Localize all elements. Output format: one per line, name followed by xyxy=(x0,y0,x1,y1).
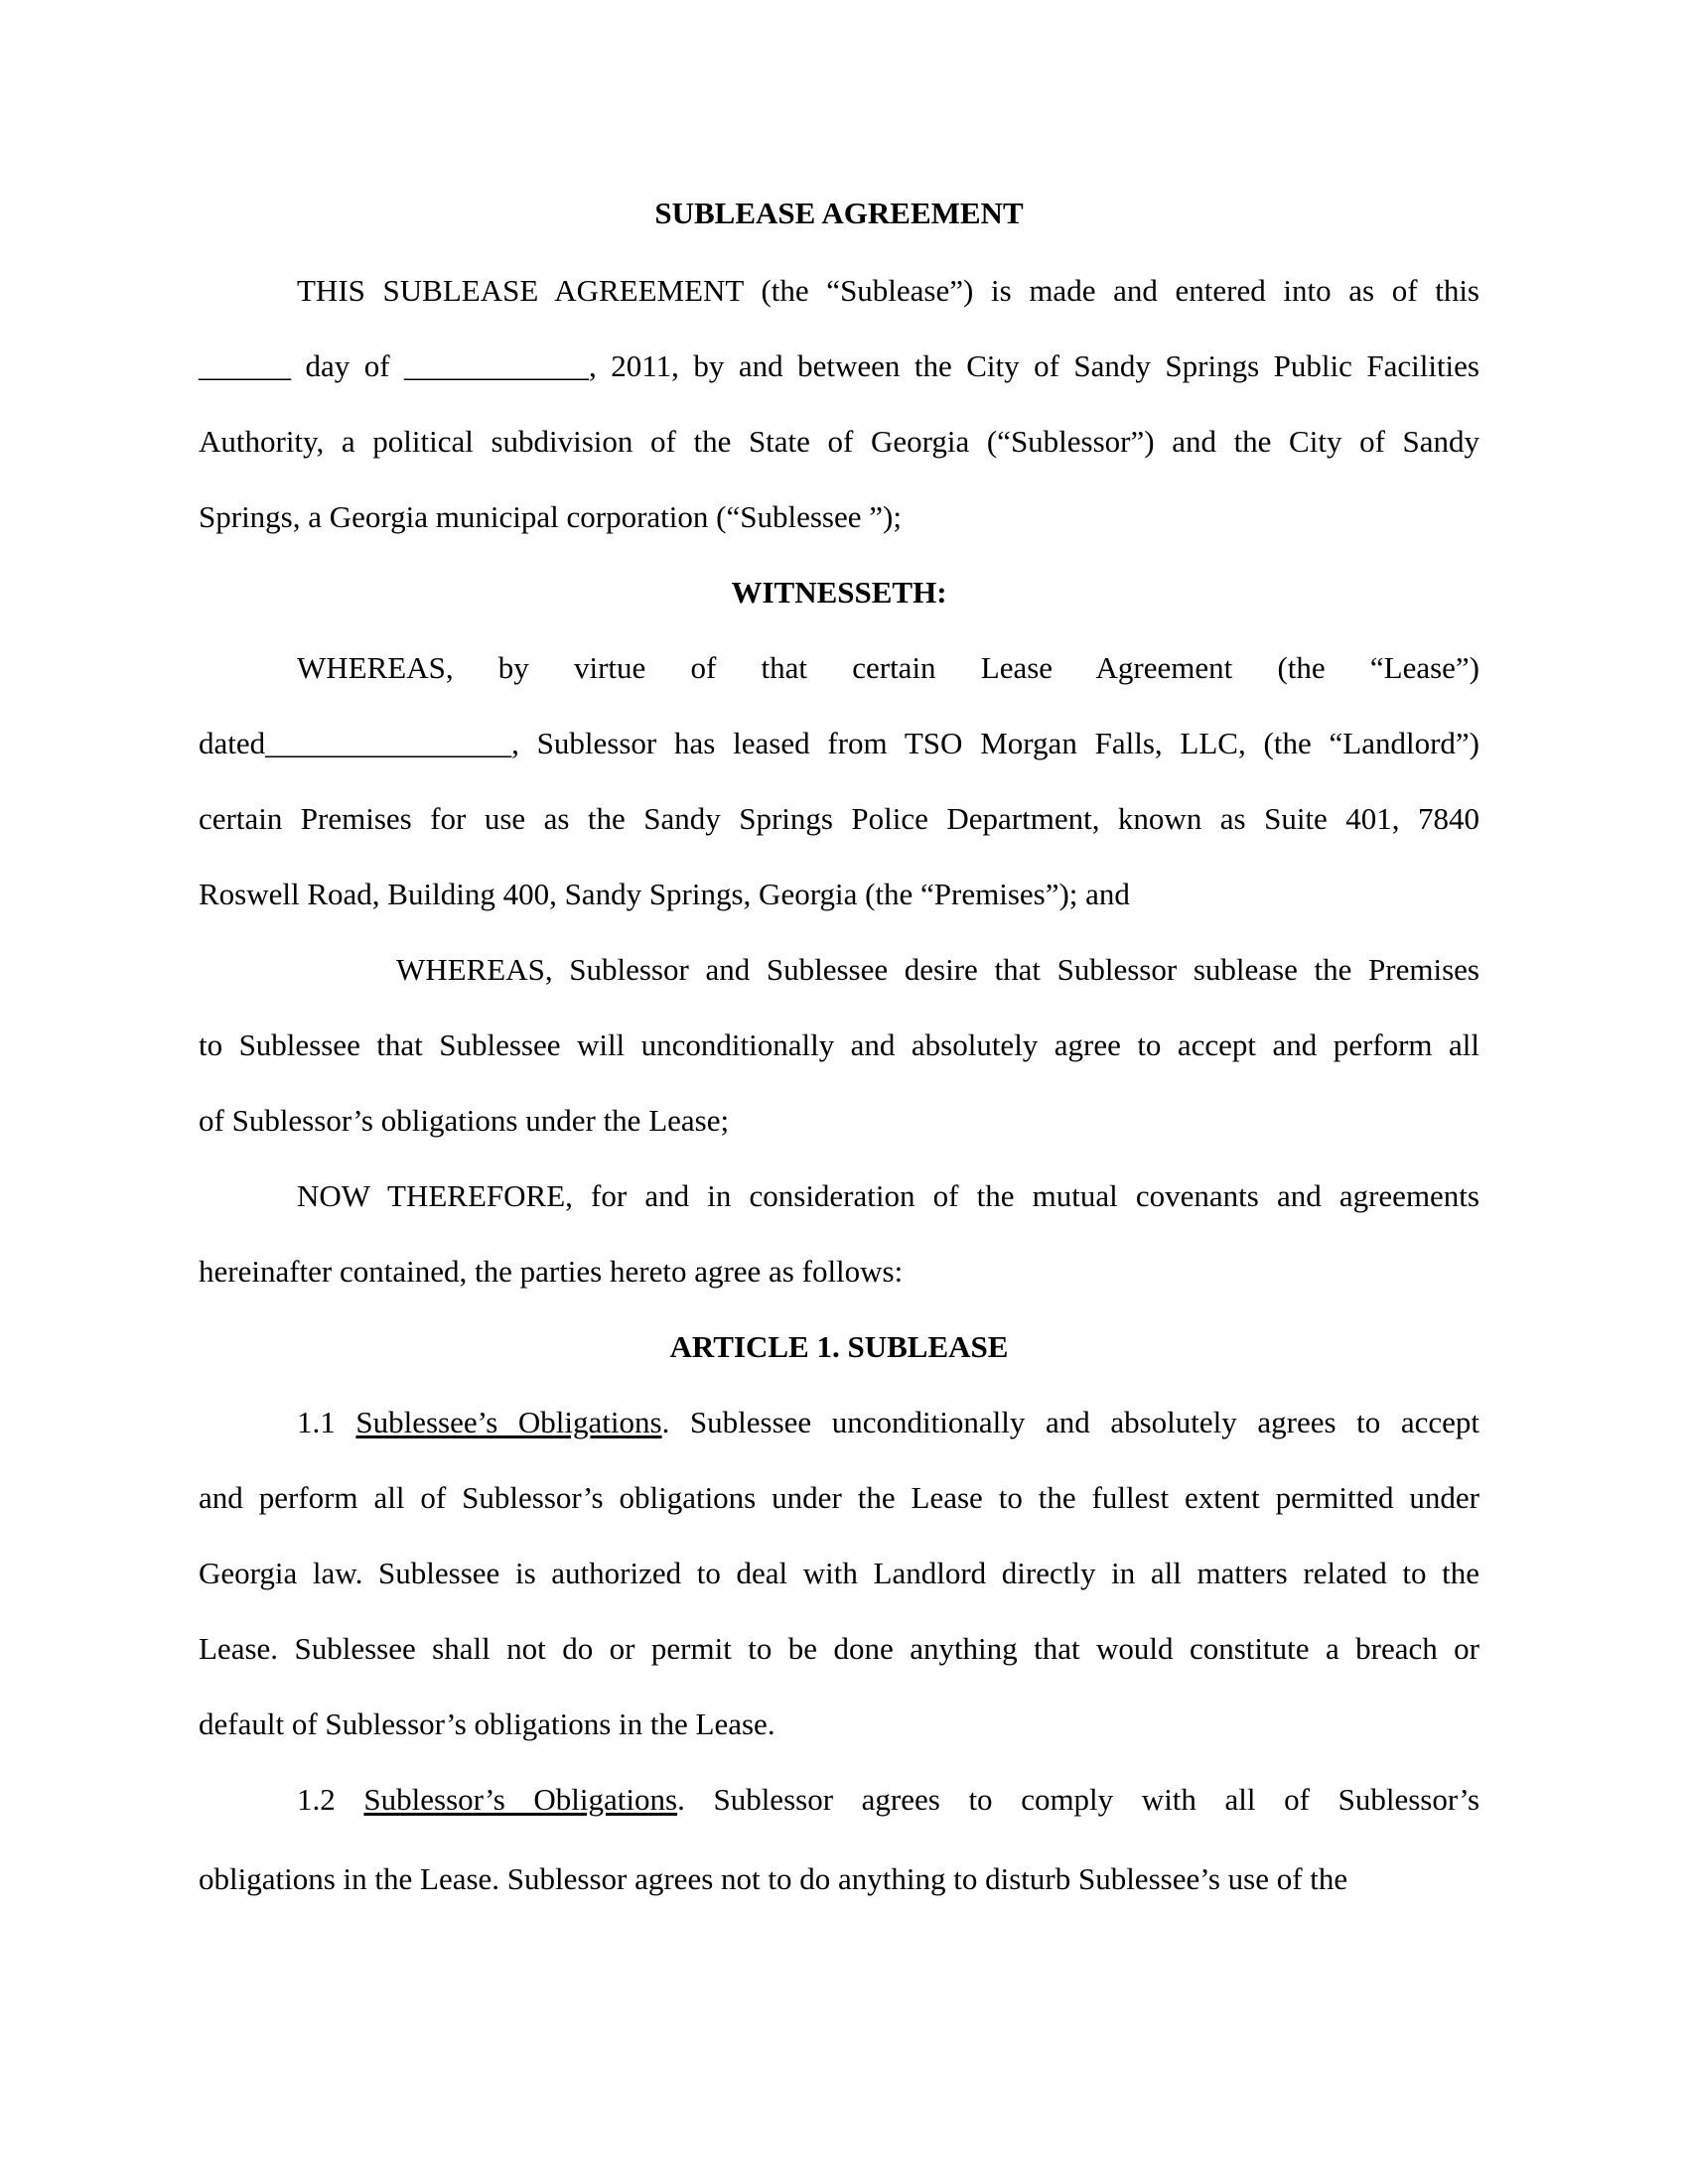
section-1-1-line-4: Lease. Sublessee shall not do or permit to be done anything that would constitute a breach or xyxy=(199,1631,1479,1666)
whereas2-line-1: WHEREAS, Sublessor and Sublessee desire that Sublessor sublease the Premises xyxy=(396,952,1479,987)
document-title: SUBLEASE AGREEMENT xyxy=(654,196,1024,230)
whereas1-line-3: certain Premises for use as the Sandy Springs Police Department, known as Suite 401, 7840 xyxy=(199,801,1479,836)
section-1-2-line-1-rest: . Sublessor agrees to comply with all of Sublessor’s xyxy=(677,1782,1480,1817)
whereas2-line-3: of Sublessor’s obligations under the Lease; xyxy=(199,1103,730,1138)
whereas2-line-2: to Sublessee that Sublessee will unconditionally and absolutely agree to accept and perform all xyxy=(199,1027,1479,1062)
intro-line-2: ______ day of ____________, 2011, by and between the City of Sandy Springs Public Facilities xyxy=(199,348,1479,383)
section-1-1-line-1 xyxy=(199,1403,1479,1442)
whereas1-line-2: dated________________, Sublessor has leased from TSO Morgan Falls, LLC, (the “Landlord”) xyxy=(199,726,1479,760)
document-page xyxy=(199,0,1479,2184)
whereas1-line-4: Roswell Road, Building 400, Sandy Springs, Georgia (the “Premises”); and xyxy=(199,877,1130,911)
now-therefore-line-2: hereinafter contained, the parties hereto agree as follows: xyxy=(199,1254,904,1289)
intro-line-1: THIS SUBLEASE AGREEMENT (the “Sublease”) is made and entered into as of this xyxy=(297,273,1479,308)
section-1-2-title: Sublessor’s Obligations xyxy=(363,1782,678,1817)
section-1-1-title: Sublessee’s Obligations xyxy=(355,1405,662,1439)
section-1-1-line-5: default of Sublessor’s obligations in the Lease. xyxy=(199,1706,775,1741)
now-therefore-line-1: NOW THEREFORE, for and in consideration of the mutual covenants and agreements xyxy=(297,1178,1479,1213)
section-1-1-line-3: Georgia law. Sublessee is authorized to deal with Landlord directly in all matters related to the xyxy=(199,1556,1479,1590)
intro-line-3: Authority, a political subdivision of the State of Georgia (“Sublessor”) and the City of Sandy xyxy=(199,424,1479,459)
section-1-1-line-2: and perform all of Sublessor’s obligations under the Lease to the fullest extent permitted under xyxy=(199,1480,1479,1515)
intro-line-4: Springs, a Georgia municipal corporation (“Sublessee ”); xyxy=(199,499,902,534)
section-1-1-number: 1.1 xyxy=(297,1405,336,1439)
whereas1-line-1: WHEREAS, by virtue of that certain Lease Agreement (the “Lease”) xyxy=(297,650,1479,685)
section-1-2-number: 1.2 xyxy=(297,1782,336,1817)
witnesseth-heading: WITNESSETH: xyxy=(731,575,947,610)
section-1-1-line-1-rest: . Sublessee unconditionally and absolutely agrees to accept xyxy=(661,1405,1479,1439)
section-1-2-line-1 xyxy=(199,1780,1479,1820)
article-1-heading: ARTICLE 1. SUBLEASE xyxy=(669,1329,1009,1364)
section-1-2-line-2: obligations in the Lease. Sublessor agrees not to do anything to disturb Sublessee’s use of the xyxy=(199,1861,1348,1896)
